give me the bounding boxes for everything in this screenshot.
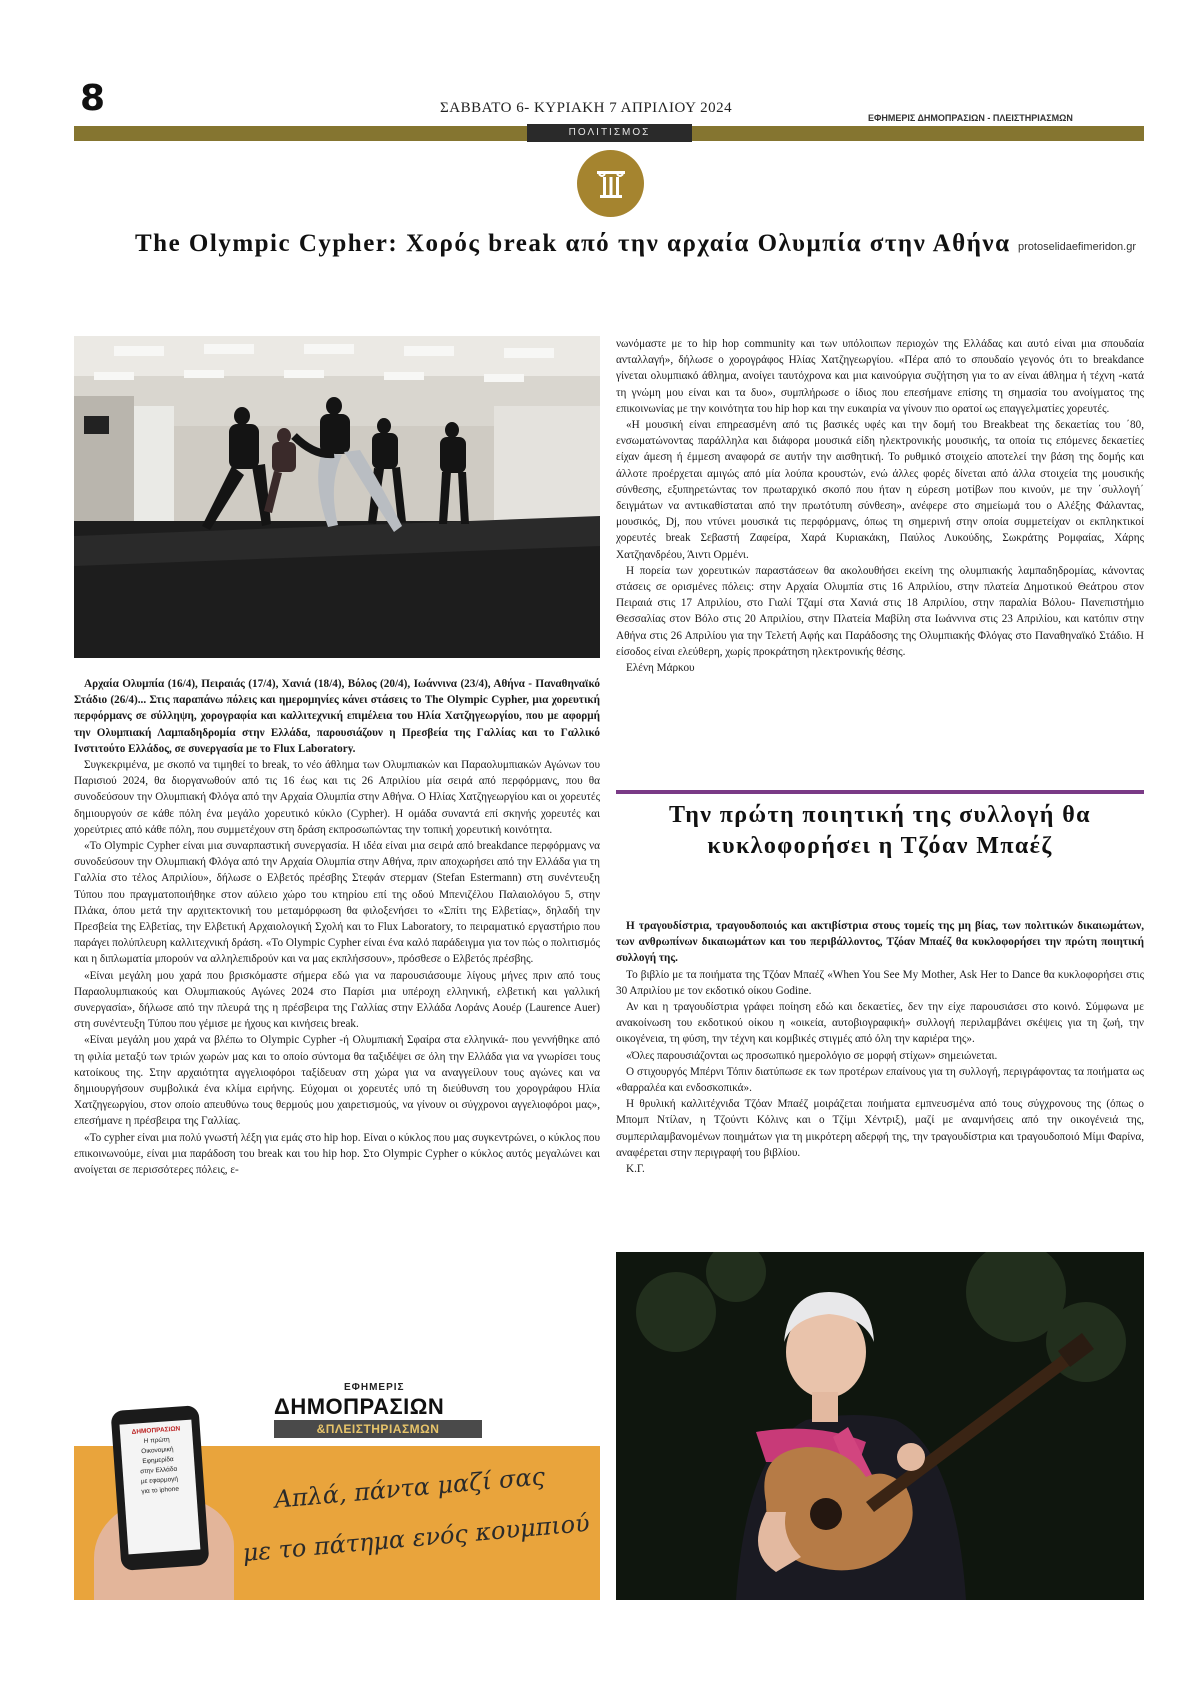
article2-headline: Την πρώτη ποιητική της συλλογή θα κυκλοφορήσει η Τζόαν Μπαέζ <box>669 802 1091 859</box>
article-byline: Ελένη Μάρκου <box>626 662 695 675</box>
article-paragraph: νωνόμαστε με το hip hop community και των υπόλοιπων περιοχών της Ελλάδας και αυτό είναι μια σπουδαία ανταλλαγή», δήλωσε ο χορογράφος Ηλίας Χατζηγεωργίου. «Πέρα από το σπουδαίο γεγονός ότι το breakdance γίνεται ολυμπιακό άθλημα, ανοίγει ταυτόχρονα και μια καινούργια συζήτηση για το αν είναι άθλημα ή τέχνη -κατά τη γνώμη μου είναι και τα δυο», συμπλήρωσε ο ίδιος που επεσήμανε επίσης τη σημασία του ανοίγματος της επικοινωνίας με την κοινότητα του hip hop και την ευκαιρία να γίνουν πιο ορατοί ως επαγγελματίες χορευτές. <box>616 338 1144 415</box>
article-column-1 <box>74 676 600 1356</box>
phone-screen-line: για το iphone <box>141 1485 180 1496</box>
article-paragraph: Η πορεία των χορευτικών παραστάσεων θα ακολουθήσει εκείνη της ολυμπιακής λαμπαδηδρομίας, κάνοντας στάσεις σε ορισμένες πόλεις: στην Αρχαία Ολυμπία στις 16 Απριλίου, στην πλατεία Δημοτικού Θεάτρου στον Πειραιά στις 17 Απριλίου, στο Γιαλί Τζαμί στα Χανιά στις 18 Απριλίου, στην παραλία Βόλου- Πανεπιστήμιο Θεσσαλίας στον Βόλο στις 20 Απριλίου, στην Πλατεία Μαβίλη στα Ιωάννινα στις 23 Απριλίου, και κατόπιν στην Αθήνα στις 26 Απριλίου για την Τελετή Αφής και Παράδοσης της Ολυμπιακής Φλόγας στο Παναθηναϊκό Στάδιο. Η είσοδος είναι ελεύθερη, χωρίς προκράτηση ηλεκτρονικής θέσης. <box>616 564 1144 658</box>
phone-screen-line: με εφαρμογή <box>140 1475 179 1486</box>
article-paragraph: «Το cypher είναι μια πολύ γνωστή λέξη για εμάς στο hip hop. Είναι ο κύκλος που μας συγκεντρώνει, ο κύκλος που επικοινωνούμε, είναι μια παράδοση του break και του hip hop. Στο Olympic Cypher ο κύκλος αυτός μεγαλώνει και ανοίγεται σε περισσότερες πόλεις, ε- <box>74 1131 600 1177</box>
page-number: 8 <box>80 78 106 119</box>
article-paragraph: «Είναι μεγάλη μου χαρά που βρισκόμαστε σήμερα εδώ για να παρουσιάσουμε λίγους μήνες πριν από τους Παραολυμπιακούς και Ολυμπιακούς Αγώνες 2024 στο Παρίσι μια υπέροχη ελληνική, ελβετική και γαλλική συνεργασία», δήλωσε από την πλευρά της η πρέσβειρα της Γαλλίας στην Ελλάδα Λοράνς Αουέρ (Laurence Auer) στη συνέντευξη Τύπου που γέμισε με ήχους και κινήσεις break. <box>74 969 600 1031</box>
phone-icon <box>111 1405 210 1571</box>
article-divider <box>616 790 1144 794</box>
section-label: ΠΟΛΙΤΙΣΜΟΣ <box>527 124 692 142</box>
ad-brand-subtitle: &ΠΛΕΙΣΤΗΡΙΑΣΜΩΝ <box>274 1420 482 1438</box>
singer-with-guitar-photo <box>616 1252 1144 1600</box>
article2-paragraph: Ο στιχουργός Μπέρνι Τόπιν διατύπωσε εκ των προτέρων επαίνους για τη συλλογή, περιγράφοντας τα ποιήματα ως «θαρραλέα και ενδοσκοπικά». <box>616 1065 1144 1095</box>
phone-screen <box>119 1420 200 1555</box>
article2-byline: Κ.Γ. <box>626 1163 645 1176</box>
article-paragraph: «Είναι μεγάλη μου χαρά να βλέπω το Olympic Cypher -ή Ολυμπιακή Σφαίρα στα ελληνικά- που γεννήθηκε από τη φιλία μεταξύ των τριών χωρών μας και το οποίο σύντομα θα ταξιδέψει σε όλη την Ελλάδα για να γνωρίσει τους κατοίκους της. Στην αρχαιότητα αγγελιοφόροι ταξίδευαν στη χώρα για να αναγγείλουν τους αγώνες και να δημιουργήσουν συμβολικά ένα κλίμα ειρήνης. Εύχομαι οι χορευτές υπό τη διεύθυνση του χορογράφου Ηλία Χατζηγεωργίου, στον οποίο απευθύνω τους θερμούς μου χαιρετισμούς, να γίνουν οι σύγχρονοι αγγελιοφόροι μας», επεσήμανε η πρέσβειρα της Γαλλίας. <box>74 1034 600 1128</box>
dancers-photo <box>74 336 600 658</box>
phone-screen-line: Οικονομική <box>141 1445 174 1456</box>
article-headline: The Olympic Cypher: Χορός break από την αρχαία Ολυμπία στην Αθήνα <box>135 230 1011 257</box>
phone-screen-title: ΔΗΜΟΠΡΑΣΙΩΝ <box>131 1425 181 1436</box>
article2-paragraph: «Όλες παρουσιάζονται ως προσωπικό ημερολόγιο σε μορφή στίχων» σημειώνεται. <box>626 1049 998 1062</box>
article2-paragraph: Το βιβλίο με τα ποιήματα της Τζόαν Μπαέζ «When You See My Mother, Ask Her to Dance θα κυκλοφορήσει στις 30 Απριλίου με τον εκδοτικό οίκου Godine. <box>616 968 1144 997</box>
article2-paragraph: Αν και η τραγουδίστρια γράφει ποίηση εδώ και δεκαετίες, δεν την είχε παρουσιάσει στο κοινό. Σύμφωνα με ανακοίνωση του εκδοτικού οίκου η «οικεία, αυτοβιογραφική» συλλογή περιλαμβάνει σκέψεις για τη ζωή, την οικογένεια, τη φύση, την τέχνη και κομβικές στιγμές από όλη την καριέρα της». <box>616 1001 1144 1046</box>
article2-body <box>616 918 1144 1242</box>
article-paragraph: Συγκεκριμένα, με σκοπό να τιμηθεί το break, το νέο άθλημα των Ολυμπιακών και Παραολυμπιακών Αγώνων του Παρισιού 2024, θα διοργανωθούν από τις 16 έως και τις 26 Απριλίου μία σειρά από περφόρμανς, που θα συνοδεύσουν την Ολυμπιακή Φλόγα από την Αρχαία Ολυμπία στην Αθήνα. Ο Ηλίας Χατζηγεωργίου και οι χορευτές δημιουργούν σε κάθε πόλη ένα μεγάλο χορευτικό κύκλο (Cypher). Η ομάδα συναντά επί σκηνής χορευτές και χορεύτριες από κάθε πόλη, που συμμετέχουν στη δράση εκπροσωπώντας την τοπική χορευτική κοινότητα. <box>74 759 600 836</box>
article-lead: Αρχαία Ολυμπία (16/4), Πειραιάς (17/4), Χανιά (18/4), Βόλος (20/4), Ιωάννινα (23/4), Αθήνα - Παναθηναϊκό Στάδιο (26/4)... Στις παραπάνω πόλεις και ημερομηνίες κάνει στάσεις το The Olympic Cypher, μια χορευτική περφόρμανς σε σύλληψη, χορογραφία και καλλιτεχνική επιμέλεια του Ηλία Χατζηγεωργίου, που με αφορμή την Ολυμπιακή Λαμπαδηδρομία στην Ελλάδα, παρουσιάζουν η Πρεσβεία της Γαλλίας και το Γαλλικό Ινστιτούτο Ελλάδος, σε συνεργασία με το Flux Laboratory. <box>74 678 600 755</box>
dateline: ΣΑΒΒΑΤΟ 6- ΚΥΡΙΑΚΗ 7 ΑΠΡΙΛΙΟΥ 2024 <box>440 100 733 116</box>
article2-paragraph: Η θρυλική καλλιτέχνιδα Τζόαν Μπαέζ μοιράζεται ποιήματα εμπνευσμένα από τους σύγχρονους της (όπως ο Μπομπ Ντίλαν, η Τζούντι Κόλινς και ο Τζίμι Χέντριξ), μαζί με αναμνήσεις από την οικογένειά της, συμπεριλαμβανομένων ποιημάτων για τη μικρότερη αδερφή της, την τραγουδίστρια και τραγουδοποιό Μίμι Φαρίνα, αναφέρεται στην περιγραφή του βιβλίου. <box>616 1098 1144 1159</box>
newspaper-advert[interactable] <box>74 1378 600 1600</box>
watermark: protoselidaefimeridon.gr <box>1018 241 1137 253</box>
ad-brand-name: ΔΗΜΟΠΡΑΣΙΩΝ <box>274 1394 445 1419</box>
phone-screen-line: Η πρώτη <box>143 1436 170 1446</box>
greek-column-icon <box>577 150 644 217</box>
article2-lead: Η τραγουδίστρια, τραγουδοποιός και ακτιβίστρια στους τομείς της μη βίας, των πολιτικών δικαιωμάτων, των ανθρωπίνων δικαιωμάτων και του περιβάλλοντος, Τζόαν Μπαέζ θα κυκλοφορήσει την πρώτη ποιητική συλλογή της. <box>616 920 1144 965</box>
masthead: ΕΦΗΜΕΡΙΣ ΔΗΜΟΠΡΑΣΙΩΝ - ΠΛΕΙΣΤΗΡΙΑΣΜΩΝ <box>868 113 1073 123</box>
article-paragraph: «Το Olympic Cypher είναι μια συναρπαστική συνεργασία. Η ιδέα είναι μια σειρά από breakdance περφόρμανς να συνοδεύσουν την Ολυμπιακή Φλόγα από την Αρχαία Ολυμπία στην Αθήνα, πριν αποχωρήσει από την Ελλάδα για τη Γαλλία στο τέλος Απριλίου», δήλωσε ο Ελβετός πρέσβης Στεφάν στερμαν (Stefan Estermann) στη συνέντευξη Τύπου που πραγματοποιήθηκε στον αύλειο χώρο του κτηρίου επί της οδού Μπενιζέλου Παλαιολόγου 5, στην Πλάκα, όπου μετά την αρχιτεκτονική του μεταμόρφωση θα φιλοξενήσει το «Σπίτι της Ελβετίας», δηλαδή την Πρεσβεία της Ελβετίας, την Ελβετική Αρχαιολογική Σχολή και το Flux Laboratory, το πειραματικό εργαστήριο που παράγει πολύπλευρη καλλιτεχνική δράση. «Το Olympic Cypher είναι ένα καλό παράδειγμα για τον πώς ο πολιτισμός και η διπλωματία μπορούν να αλληλεπιδρούν και να μας εκπλήσσουν», πρόσθεσε ο Ελβετός πρέσβης. <box>74 840 600 966</box>
ad-slogan-line2: με το πάτημα ενός κουμπιού <box>241 1508 591 1568</box>
ad-brand-small: ΕΦΗΜΕΡΙΣ <box>344 1382 405 1393</box>
phone-screen-line: Εφημερίδα <box>142 1455 174 1466</box>
ad-slogan-line1: Απλά, πάντα μαζί σας <box>273 1462 547 1514</box>
article-column-2 <box>616 336 1144 774</box>
phone-screen-line: στην Ελλάδα <box>140 1465 178 1476</box>
article-paragraph: «Η μουσική είναι επηρεασμένη από τις βασικές υφές και την δομή του Breakbeat της δεκαετίας του ΄80, ενσωματώνοντας παράλληλα και διάφορα μουσικά είδη ηλεκτρονικής μουσικής, τα οποία τις επόμενες δεκαετίες είχαν άμεση ή έμμεση αναφορά σε αυτήν την αισθητική. Το ρυθμικό στοιχείο αποτελεί την βάση της δομής και άλλοτε προέρχεται αμιγώς από μία λούπα κρουστών, ενώ άλλες φορές δίνεται από άλλα στοιχεία της μουσικής σύνθεσης, εξυπηρετώντας τον πρωταρχικό σκοπό που ήταν η εύρεση μοτίβων που κινούν, με την ΄συλλογή΄ δειγμάτων να αντικαθίσταται από την πρωτότυπη σύνθεση», ανέφερε στο σημείωμά του ο Αλέξης Φάλαντας, μουσικός, Dj, που ντύνει μουσικά τις περφόρμανς, όπως τη σημερινή στην οποία συμμετείχαν οι εκπληκτικοί χορευτές break Σεβαστή Ζαφείρα, Χαρά Κυριακάκη, Παύλος Λυκούδης, Σωκράτης Ρομφαίας, Χάρης Χατζηανδρέου, Άιντι Ορμένι. <box>616 419 1144 561</box>
